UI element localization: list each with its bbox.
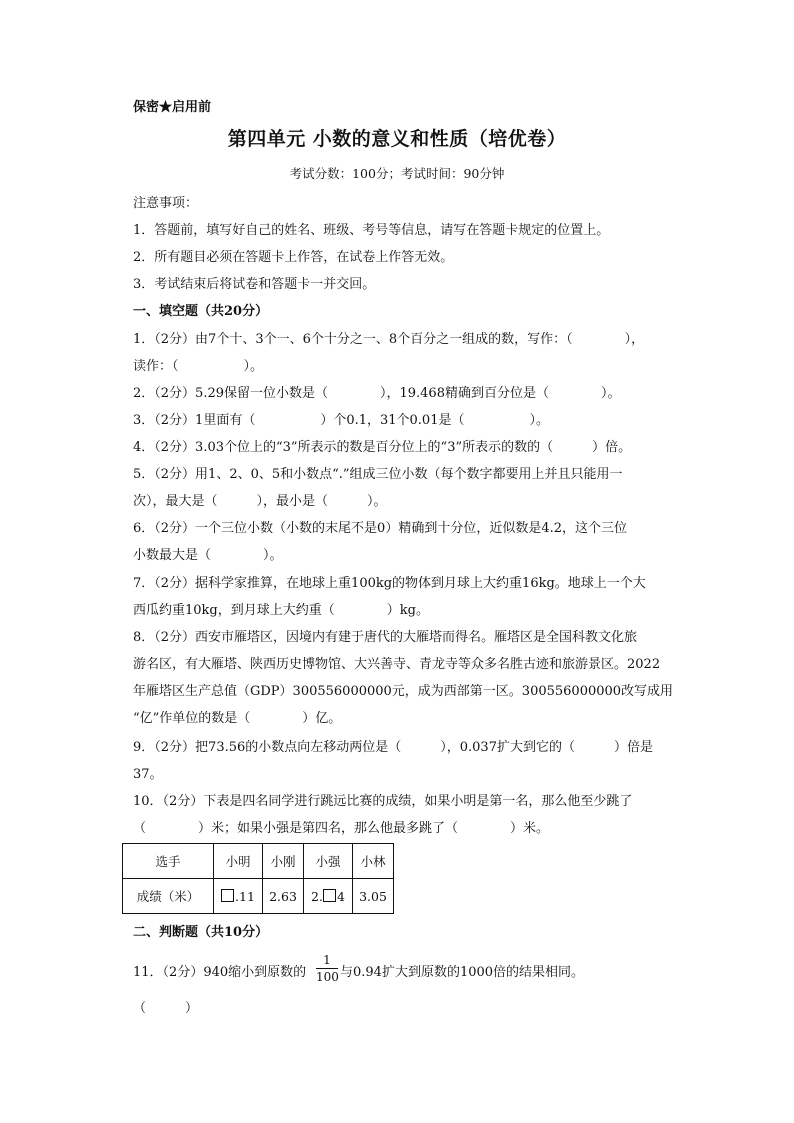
table-cell-value: 2. <box>311 888 323 904</box>
fraction-denominator: 100 <box>316 970 339 984</box>
question-2: 2．（2分）5.29保留一位小数是（ ），19.468精确到百分位是（ ）。 <box>133 386 621 401</box>
table-cell-value: .11 <box>235 888 255 904</box>
scores-table <box>122 843 394 914</box>
question-7-line-1: 7．（2分）据科学家推算，在地球上重100kg的物体到月球上大约重16kg。地球上一个大 <box>133 576 646 591</box>
question-11-answer: （ ） <box>133 1001 199 1016</box>
table-row-label: 成绩（米） <box>123 879 214 914</box>
question-5-line-1: 5．（2分）用1、2、0、5和小数点“.”组成三位小数（每个数字都要用上并且只能用一 <box>133 467 623 482</box>
table-cell <box>214 879 263 914</box>
question-1-line-1: 1．（2分）由7个十、3个一、6个十分之一、8个百分之一组成的数，写作：（ ）， <box>133 332 645 347</box>
notice-item: 3．考试结束后将试卷和答题卡一并交回。 <box>133 277 376 292</box>
question-9-line-2: 37。 <box>133 767 163 782</box>
question-8-line-3: 年雁塔区生产总值（GDP）300556000000元，成为西部第一区。300556000000改写成用 <box>133 684 674 699</box>
question-11-post: 与0.94扩大到原数的1000倍的结果相同。 <box>340 965 585 980</box>
question-6-line-1: 6．（2分）一个三位小数（小数的末尾不是0）精确到十分位，近似数是4.2，这个三位 <box>133 521 627 536</box>
question-8-line-4: “亿”作单位的数是（ ）亿。 <box>133 711 342 726</box>
page-title: 第四单元 小数的意义和性质（培优卷） <box>227 128 567 150</box>
table-header-cell: 小刚 <box>263 844 304 879</box>
table-header-cell: 小明 <box>214 844 263 879</box>
table-header-row <box>123 844 394 879</box>
table-cell-value: 4 <box>336 888 345 904</box>
notice-item: 2．所有题目必须在答题卡上作答，在试卷上作答无效。 <box>133 250 454 265</box>
question-1-line-2: 读作：（ ）。 <box>133 359 264 374</box>
blank-box-icon <box>221 889 234 902</box>
question-7-line-2: 西瓜约重10kg，到月球上大约重（ ）kg。 <box>133 603 429 618</box>
notice-item: 1．答题前，填写好自己的姓名、班级、考号等信息，请写在答题卡规定的位置上。 <box>133 223 610 238</box>
question-6-line-2: 小数最大是（ ）。 <box>133 548 283 563</box>
question-10-line-2: （ ）米；如果小强是第四名，那么他最多跳了（ ）米。 <box>133 821 550 836</box>
table-header-cell: 小林 <box>353 844 394 879</box>
question-8-line-2: 游名区，有大雁塔、陕西历史博物馆、大兴善寺、青龙寺等众多名胜古迹和旅游景区。2022 <box>133 657 661 672</box>
section-heading-judge: 二、判断题（共10分） <box>133 925 269 940</box>
exam-meta: 考试分数：100分；考试时间：90分钟 <box>289 166 505 181</box>
question-3: 3．（2分）1里面有（ ）个0.1，31个0.01是（ ）。 <box>133 413 549 428</box>
question-8-line-1: 8．（2分）西安市雁塔区，因境内有建于唐代的大雁塔而得名。雁塔区是全国科教文化旅 <box>133 630 638 645</box>
question-5-line-2: 次），最大是（ ），最小是（ ）。 <box>133 494 387 509</box>
notice-heading: 注意事项： <box>133 196 199 211</box>
table-cell: 2.63 <box>263 879 304 914</box>
fraction-numerator: 1 <box>323 953 331 967</box>
fraction <box>316 953 338 984</box>
question-4: 4．（2分）3.03个位上的“3”所表示的数是百分位上的“3”所表示的数的（ ）倍。 <box>133 440 632 455</box>
fraction-bar <box>316 968 338 969</box>
table-row <box>123 879 394 914</box>
question-10-line-1: 10．（2分）下表是四名同学进行跳远比赛的成绩，如果小明是第一名，那么他至少跳了 <box>133 794 633 809</box>
table-header-cell: 小强 <box>304 844 353 879</box>
section-heading-fill: 一、填空题（共20分） <box>133 304 269 319</box>
table-cell: 3.05 <box>353 879 394 914</box>
table-cell <box>304 879 353 914</box>
question-9-line-1: 9．（2分）把73.56的小数点向左移动两位是（ ），0.037扩大到它的（ ）倍是 <box>133 740 653 755</box>
secret-label: 保密★启用前 <box>133 100 212 115</box>
question-11-pre: 11．（2分）940缩小到原数的 <box>133 965 307 980</box>
blank-box-icon <box>323 889 336 902</box>
table-header-cell: 选手 <box>123 844 214 879</box>
